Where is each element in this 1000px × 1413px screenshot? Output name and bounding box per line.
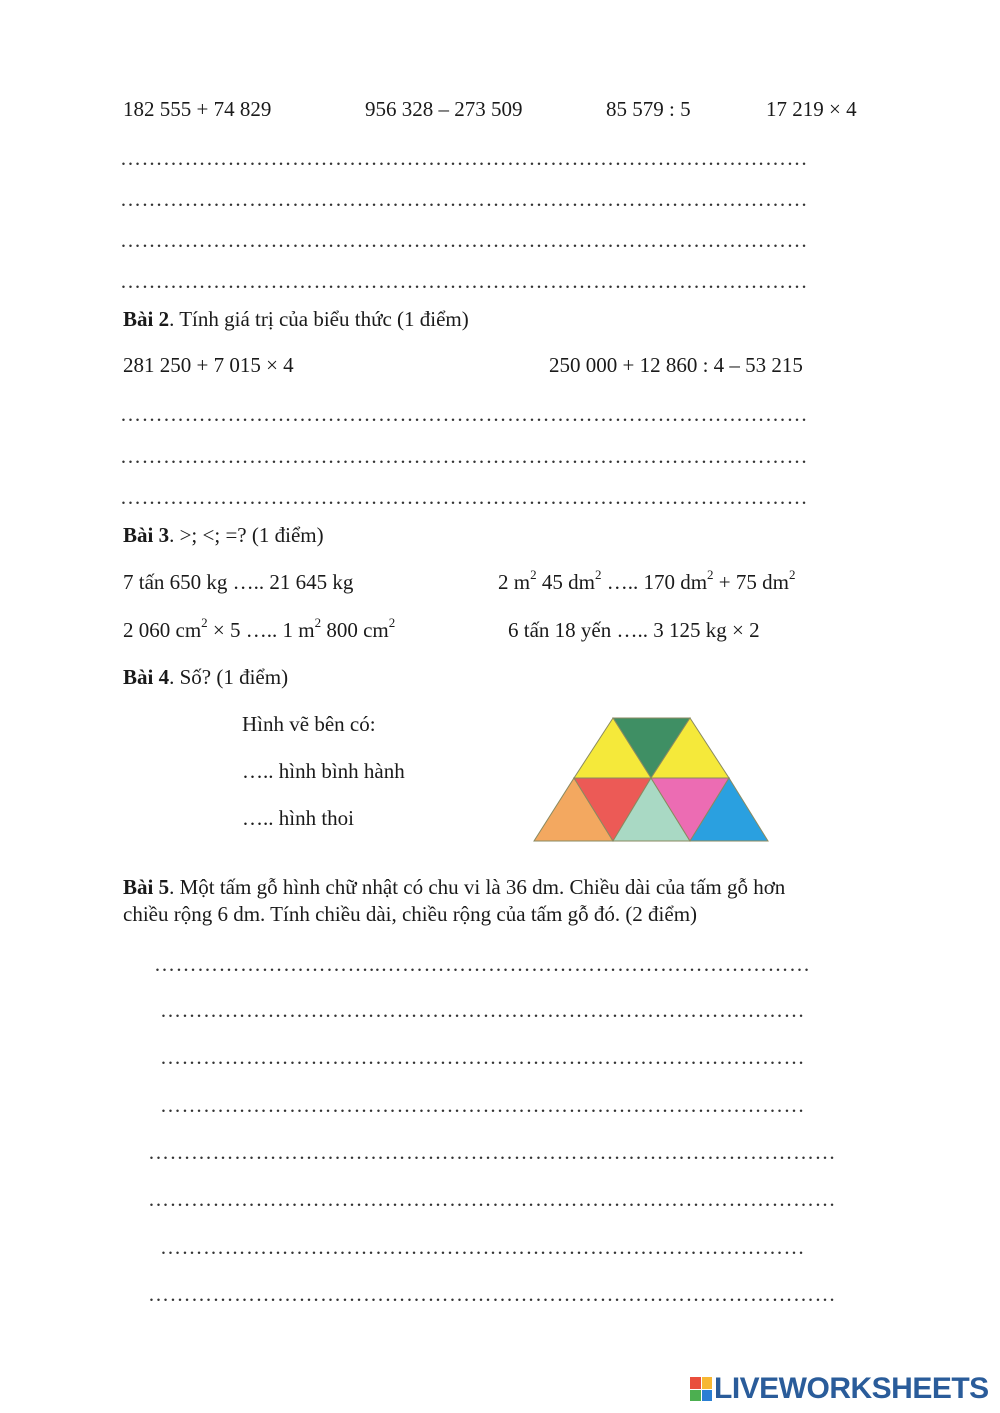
answer-line[interactable]: …………………………………………………………………………………… [120, 487, 808, 508]
answer-line[interactable]: …………………………………………………………………………………… [148, 1284, 836, 1305]
bai4-label: Bài 4 [123, 665, 170, 689]
bai3-label: Bài 3 [123, 523, 170, 547]
answer-line[interactable]: …………………………………………………………………………………… [120, 189, 808, 210]
liveworksheets-icon [690, 1377, 712, 1401]
answer-line[interactable]: ……………………………………………………………………………… [160, 1047, 805, 1068]
answer-line[interactable]: ……………………………………………………………………………… [160, 1237, 805, 1258]
bai3-row2-left: 2 060 $cm^2 \times 5$ ….. 1 $m^2$ 800 $cm^2$ [123, 615, 396, 642]
bai1-expression-2: 956 328 – 273 509 [365, 97, 523, 121]
answer-line[interactable]: …………………………………………………………………………………… [120, 271, 808, 292]
answer-line[interactable]: …………………………………………………………………………………… [148, 1142, 836, 1163]
bai1-expression-1: 182 555 + 74 829 [123, 97, 272, 121]
bai2-expression-1: 281 250 + 7 015 × 4 [123, 353, 294, 377]
bai5-problem-line-1: Bài 5. Một tấm gỗ hình chữ nhật có chu vi là 36 dm. Chiều dài của tấm gỗ hơn [123, 875, 786, 899]
bai3-row1-left: 7 tấn 650 kg ….. 21 645 kg [123, 570, 354, 594]
bai4-heading [123, 667, 288, 688]
answer-line[interactable]: …………………………………………………………………………………… [120, 148, 808, 169]
bai2-expression-2: 250 000 + 12 860 : 4 – 53 215 [549, 353, 803, 377]
bai3-row1-right: 2 $m^2$ 45 $dm^2$ ….. 170 $dm^2 + 75$ $dm^2$ [498, 567, 796, 594]
answer-line[interactable]: …………………………………………………………………………………… [120, 404, 808, 425]
bai2-label: Bài 2 [123, 307, 170, 331]
bai1-expression-3: 85 579 : 5 [606, 97, 691, 121]
liveworksheets-wordmark: LIVEWORKSHEETS [714, 1372, 989, 1405]
bai3-heading [123, 525, 324, 546]
bai2-heading [123, 309, 469, 330]
bai3-row2-right: 6 tấn 18 yến ….. 3 125 kg × 2 [508, 618, 760, 642]
bai5-problem-line-2: chiều rộng 6 dm. Tính chiều dài, chiều rộng của tấm gỗ đó. (2 điểm) [123, 902, 698, 926]
bai4-parallelogram-count[interactable]: ….. hình bình hành [242, 759, 405, 783]
bai4-intro: Hình vẽ bên có: [242, 712, 376, 736]
bai4-instruction: . Số? (1 điểm) [169, 665, 289, 689]
bai1-expression-4: 17 219 × 4 [766, 97, 857, 121]
answer-line[interactable]: …………………………………………………………………………………… [148, 1189, 836, 1210]
answer-line[interactable]: …………………………………………………………………………………… [120, 230, 808, 251]
bai2-instruction: . Tính giá trị của biểu thức (1 điểm) [169, 307, 469, 331]
triangle-trapezoid-figure [530, 714, 770, 844]
answer-line[interactable]: …………………………..…………………………………………………… [154, 954, 811, 975]
answer-line[interactable]: ……………………………………………………………………………… [160, 1095, 805, 1116]
answer-line[interactable]: ……………………………………………………………………………… [160, 1000, 805, 1021]
bai5-label: Bài 5 [123, 875, 170, 899]
answer-line[interactable]: …………………………………………………………………………………… [120, 446, 808, 467]
liveworksheets-logo [690, 1374, 989, 1404]
bai3-instruction: . >; <; =? (1 điểm) [169, 523, 324, 547]
bai4-rhombus-count[interactable]: ….. hình thoi [242, 806, 355, 830]
